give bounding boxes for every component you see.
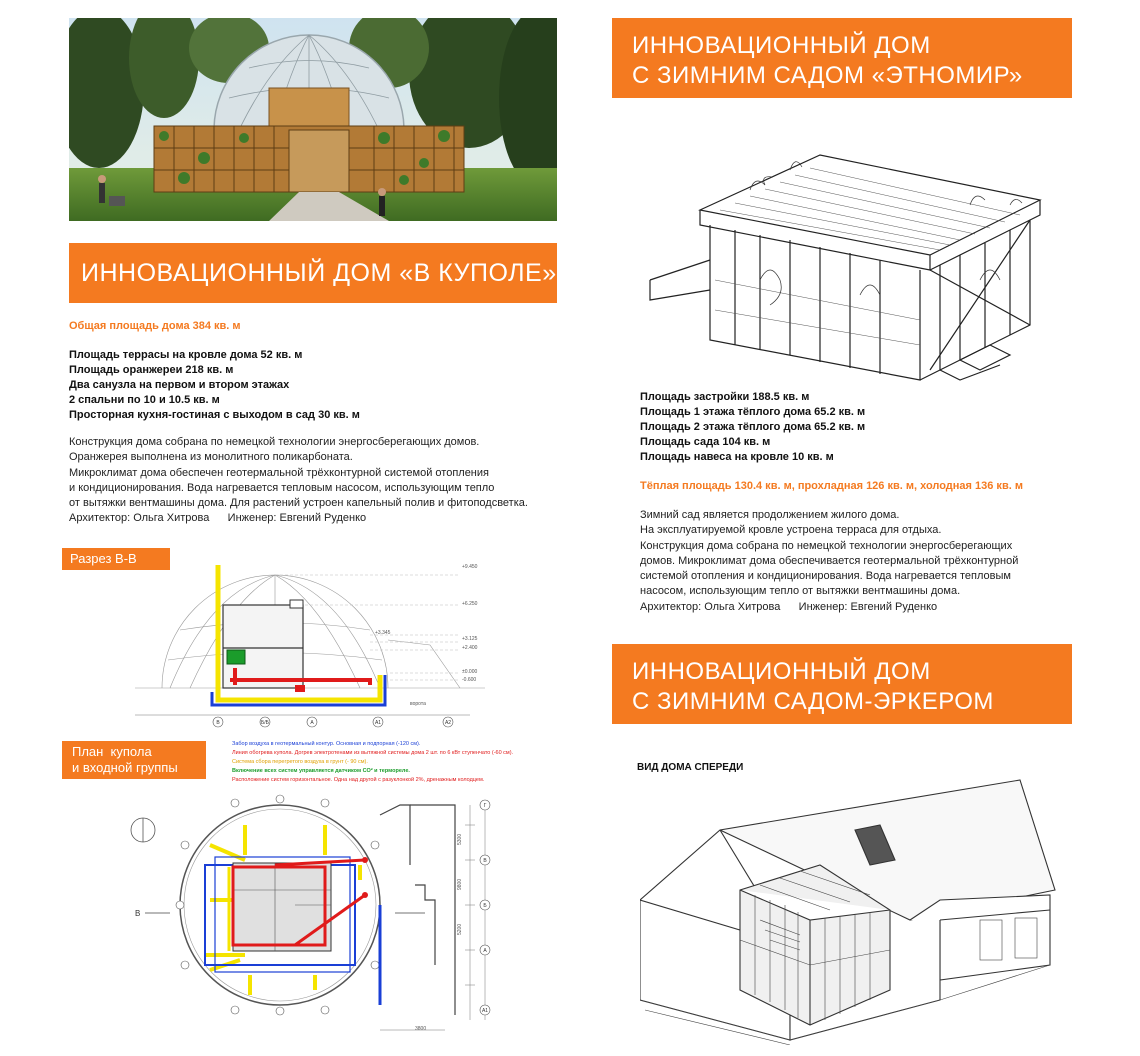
dome-plan-drawing [125, 785, 525, 1051]
plan-axis-label: А [483, 948, 487, 954]
dome-house-render [69, 18, 557, 221]
legend-item: Забор воздуха в геотермальный контур. Основная и подпорная (-120 см). [232, 741, 421, 747]
dome-description-line: и кондиционирования. Вода нагревается тепловым насосом, использующим тепло [69, 481, 495, 494]
ethnomir-description-line: Конструкция дома собрана по немецкой технологии энергосберегающих [640, 539, 1013, 552]
ethnomir-spec-item: Площадь застройки 188.5 кв. м [640, 391, 810, 403]
section-fence-label: ворота [410, 701, 426, 707]
section-level: ±0.000 [462, 669, 478, 675]
section-tag: Разрез В-В [62, 548, 170, 570]
ethnomir-description [640, 508, 1018, 615]
plan-section-marker: В [135, 909, 141, 918]
dome-house-banner [69, 243, 557, 303]
section-axis-label: Б/Б [261, 720, 269, 726]
plan-axis-label: Б [483, 903, 487, 909]
bay-window-banner [612, 644, 1072, 724]
dome-spec-item: Площадь террасы на кровле дома 52 кв. м [69, 349, 303, 361]
ethnomir-spec-item: Площадь 1 этажа тёплого дома 65.2 кв. м [640, 406, 866, 418]
section-axis-label: А1 [374, 720, 382, 726]
plan-legend [232, 740, 513, 785]
dome-house-title: ИННОВАЦИОННЫЙ ДОМ «В КУПОЛЕ» [81, 259, 557, 287]
ethnomir-description-line: домов. Микроклимат дома обеспечивается геотермальной трёхконтурной [640, 554, 1019, 567]
dome-specs-list [69, 348, 360, 423]
legend-item: Система сбора перегретого воздуха в грунт (- 90 см). [232, 759, 368, 765]
ethnomir-description-line: На эксплуатируемой кровле устроена терраса для отдыха. [640, 524, 942, 537]
ethnomir-specs-list [640, 390, 865, 465]
ethnomir-credits: Архитектор: Ольга Хитрова Инженер: Евгений Руденко [640, 600, 938, 613]
plan-tag-line: и входной группы [72, 760, 178, 775]
ethnomir-title-line: С ЗИМНИМ САДОМ «ЭТНОМИР» [632, 62, 1023, 89]
section-level: +2.400 [462, 645, 478, 651]
ethnomir-spec-item: Площадь навеса на кровле 10 кв. м [640, 451, 834, 463]
ethnomir-description-line: системой отопления и кондиционирования. Вода нагревается тепловым [640, 570, 1011, 583]
section-level: -0.600 [462, 677, 477, 683]
front-view-label: ВИД ДОМА СПЕРЕДИ [637, 762, 744, 773]
section-level: +9.450 [462, 564, 478, 570]
ethnomir-spec-item: Площадь сада 104 кв. м [640, 436, 771, 448]
bay-window-title-line: С ЗИМНИМ САДОМ-ЭРКЕРОМ [632, 688, 994, 715]
dome-description-line: Оранжерея выполнена из монолитного поликарбоната. [69, 451, 353, 464]
plan-dim: 5300 [457, 833, 463, 845]
dome-spec-item: Просторная кухня-гостиная с выходом в сад 30 кв. м [69, 409, 360, 421]
dome-description-line: от вытяжки вентмашины дома. Для растений устроен капельный полив и фитоподсветка. [69, 497, 528, 510]
section-axis-label: В [216, 720, 220, 726]
dome-description-line: Микроклимат дома обеспечен геотермальной трёхконтурной системой отопления [69, 466, 489, 479]
ethnomir-description-line: насосом, использующим тепло от вытяжки вентмашины дома. [640, 585, 961, 598]
dome-section-drawing [130, 560, 490, 730]
dome-spec-item: Два санузла на первом и втором этажах [69, 379, 290, 391]
ethnomir-title-line: ИННОВАЦИОННЫЙ ДОМ [632, 32, 931, 59]
ethnomir-banner [612, 18, 1072, 98]
plan-dim: 9800 [457, 878, 463, 890]
section-level: +3.125 [462, 636, 478, 642]
dome-total-area: Общая площадь дома 384 кв. м [69, 320, 241, 332]
plan-axis-label: В [483, 858, 487, 864]
legend-item: Линия обогрева купола. Догрев электротенами из вытяжной системы дома 2 шт. по 6 кВт ступенчато (-60 см). [232, 750, 514, 756]
ethnomir-description-line: Зимний сад является продолжением жилого дома. [640, 509, 900, 521]
dome-description [69, 435, 528, 527]
plan-dim: 3800 [415, 1026, 427, 1032]
dome-spec-item: 2 спальни по 10 и 10.5 кв. м [69, 394, 220, 406]
plan-tag [62, 741, 206, 779]
legend-item: Расположение систем горизонтальное. Одна над другой с разуклонкой 2%, дренажным колодцем. [232, 777, 485, 783]
plan-axis-label: Г [483, 803, 487, 809]
dome-spec-item: Площадь оранжереи 218 кв. м [69, 364, 234, 376]
plan-tag-line: План купола [72, 744, 152, 759]
bay-window-title-line: ИННОВАЦИОННЫЙ ДОМ [632, 658, 931, 685]
dome-credits: Архитектор: Ольга Хитрова Инженер: Евгений Руденко [69, 512, 367, 525]
section-level: +3.345 [375, 630, 391, 636]
section-axis-label: А [310, 720, 314, 726]
section-level: +6.250 [462, 601, 478, 607]
ethnomir-areas-summary: Тёплая площадь 130.4 кв. м, прохладная 126 кв. м, холодная 136 кв. м [640, 480, 1023, 492]
section-axis-label: А2 [444, 720, 452, 726]
legend-item: Включение всех систем управляется датчиком CO² и термореле. [232, 768, 410, 774]
dome-description-line: Конструкция дома собрана по немецкой технологии энергосберегающих домов. [69, 436, 480, 448]
ethnomir-sketch [640, 130, 1060, 390]
ethnomir-spec-item: Площадь 2 этажа тёплого дома 65.2 кв. м [640, 421, 866, 433]
plan-dim: 5200 [457, 923, 463, 935]
plan-axis-label: А1 [481, 1008, 489, 1014]
bay-window-house-drawing [640, 770, 1060, 1045]
